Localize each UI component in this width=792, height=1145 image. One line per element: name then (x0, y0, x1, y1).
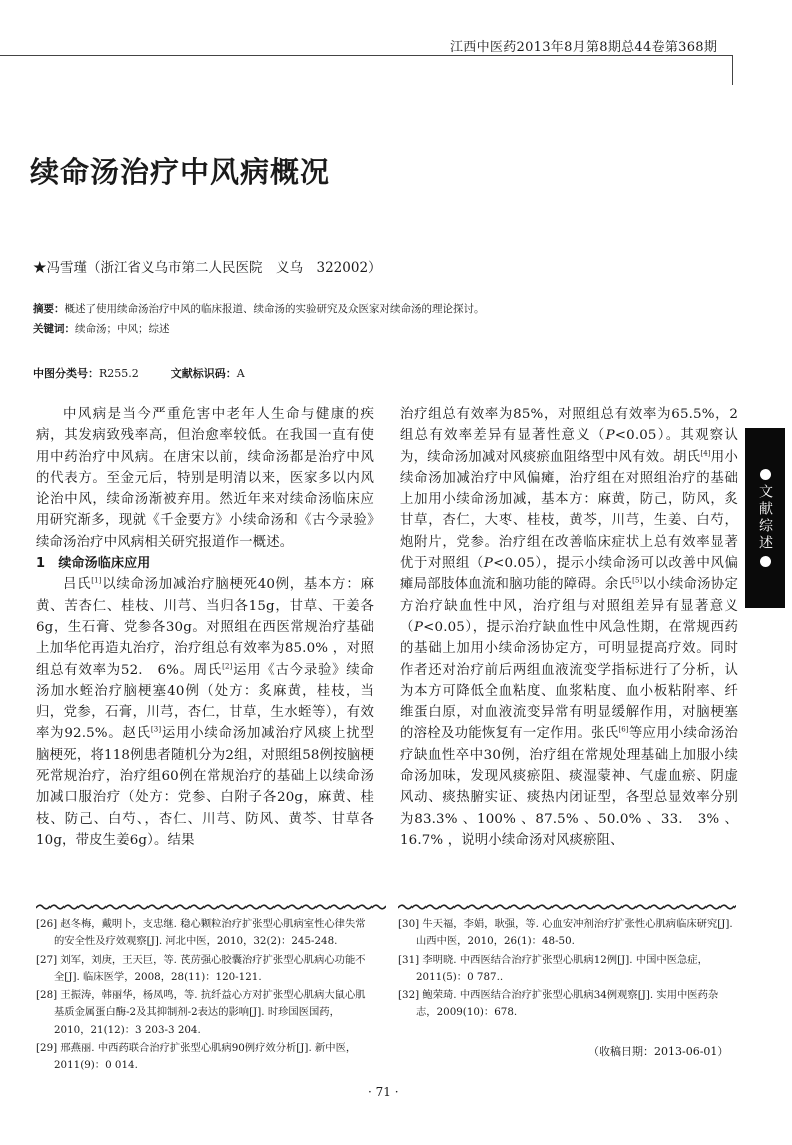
page-number: · 71 · (368, 1085, 399, 1099)
p-value-symbol: P (483, 556, 494, 572)
header-rule (0, 55, 733, 56)
side-tab-label: 文献综述 (757, 484, 773, 552)
text-run: 用小续命汤加减治疗中风偏瘫，治疗组在对照组治疗的基础上加用小续命汤加减，基本方：麻黄，防己，防风，炙甘草，杏仁，大枣、桂枝，黄芩，川芎，生姜、白芍，炮附片，党参。治疗组在改善临床症状上总有效率显著优于对照组（ (400, 449, 738, 572)
reference-item: [27] 刘军，刘庚，王天巨，等. 芪苈强心胶囊治疗扩张型心肌病心功能不全[J]. 临床医学，2008，28(11)：120-121. (36, 953, 366, 983)
references-right (398, 916, 734, 1023)
body-column-left (36, 404, 374, 851)
doc-code-label: 文献标识码： (170, 367, 237, 380)
clinical-paragraph (36, 574, 374, 851)
citation-3: [3] (150, 725, 162, 734)
decorative-wave-divider (36, 903, 386, 911)
running-header: 江西中医药2013年8月第8期总44卷第368期 (450, 40, 718, 55)
p-value-symbol: P (414, 619, 424, 635)
reference-item: [31] 李明晓. 中西医结合治疗扩张型心肌病12例[J]. 中国中医急症，2011(5)：0 787.. (398, 953, 708, 983)
header-rule-vertical (732, 55, 733, 85)
text-run: 运用《古今录验》续命汤加水蛭治疗脑梗塞40例（处方：炙麻黄，桂枝，当归，党参，石膏，川芎，杏仁，甘草，生水蛭等），有效率为92.5%。赵氏 (36, 662, 375, 742)
clc-value: R255.2 (99, 367, 139, 380)
text-run: 以小续命汤协定方治疗缺血性中风，治疗组与对照组差异有显著意义（ (400, 577, 738, 635)
text-run: 治疗组总有效率为85%，对照组总有效率为65.5%，2组总有效率差异有显著性意义（ (400, 407, 738, 444)
section-heading: 1 续命汤临床应用 (36, 556, 151, 572)
article-title: 续命汤治疗中风病概况 (30, 155, 331, 189)
text-run: 吕氏 (63, 577, 92, 593)
intro-paragraph: 中风病是当今严重危害中老年人生命与健康的疾病，其发病致残率高，但治愈率较低。在我国一直有使用中药治疗中风病。在唐宋以前，续命汤都是治疗中风的代表方。至金元后，特别是明清以来，医家多以内风论治中风，续命汤渐被弃用。然近年来对续命汤临床应用研究渐多，现就《千金要方》小续命汤和《古今录验》续命汤治疗中风病相关研究报道作一概述。 (36, 407, 374, 550)
citation-1: [1] (91, 576, 102, 585)
keywords-text: 续命汤；中风；综述 (75, 323, 170, 335)
reference-item: [26] 赵冬梅，戴明卜，支忠继. 稳心颗粒治疗扩张型心肌病室性心律失常的安全性及疗效观察[J]. 河北中医，2010，32(2)：245-248. (36, 918, 366, 948)
reference-item: [29] 邢燕丽. 中西药联合治疗扩张型心肌病90例疗效分析[J]. 新中医，2011(9)：0 014. (36, 1042, 357, 1072)
keywords-label: 关键词： (33, 323, 75, 335)
text-run: 等应用小续命汤治疗缺血性卒中30例，治疗组在常规处理基础上加服小续命汤加味，发现风痰瘀阻、痰湿蒙神、气虚血瘀、阴虚风动、痰热腑实证、痰热内闭证型，各型总显效率分别为83.3% 、100% 、87.5% 、50.0% 、33. 3% 、16.7% ，说明小续命汤对风痰瘀阻、 (400, 726, 739, 848)
references-left (36, 916, 372, 1076)
section-side-tab (745, 428, 785, 608)
continued-paragraph (400, 404, 738, 851)
bullet-dot-icon (760, 469, 771, 480)
body-column-right (400, 404, 738, 851)
text-run: 以续命汤加减治疗脑梗死40例，基本方：麻黄、苦杏仁、桂枝、川芎、当归各15g，甘草、干姜各6g，生石膏、党参各30g。对照组在西医常规治疗基础上加华佗再造丸治疗，治疗组总有效率为85.0% ，对照组总有效率为52. 6%。周氏 (36, 577, 374, 678)
text-run: <0.05）。其观察认为，续命汤加减对风痰瘀血阻络型中风有效。胡氏 (400, 428, 738, 465)
received-date: （收稿日期：2013-06-01） (588, 1045, 729, 1058)
citation-2: [2] (222, 662, 233, 671)
citation-5: [5] (632, 576, 643, 585)
abstract (33, 301, 485, 316)
text-run: <0.05），提示小续命汤可以改善中风偏瘫局部肢体血流和脑功能的障碍。余氏 (400, 556, 738, 593)
citation-4: [4] (700, 449, 711, 458)
reference-item: [32] 鲍荣琦. 中西医结合治疗扩张型心肌病34例观察[J]. 实用中医药杂志，2009(10)：678. (398, 989, 719, 1019)
abstract-label: 摘要： (33, 303, 65, 315)
clc-label: 中图分类号： (33, 367, 99, 380)
doc-code-value: A (236, 367, 245, 380)
classification-line (33, 365, 245, 381)
p-value-symbol: P (605, 428, 615, 444)
text-run: 运用小续命汤加减治疗风痰上扰型脑梗死，将118例患者随机分为2组，对照组58例按脑梗死常规治疗，治疗组60例在常规治疗的基础上以续命汤加减口服治疗（处方：党参、白附子各20g，麻黄、桂枝、防己、白芍、，杏仁、川芎、防风、黄芩、甘草各10g，带皮生姜6g）。结果 (36, 726, 374, 848)
decorative-wave-divider (398, 903, 736, 911)
abstract-text: 概述了使用续命汤治疗中风的临床报道、续命汤的实验研究及众医家对续命汤的理论探讨。 (64, 303, 485, 315)
text-run: <0.05），提示治疗缺血性中风急性期，在常规西药的基础上加用小续命汤协定方，可明显提高疗效。同时作者还对治疗前后两组血液流变学指标进行了分析，认为本方可降低全血粘度、血浆粘度、血小板粘附率、纤维蛋白原，对血液流变异常有明显缓解作用，对脑梗塞的溶栓及功能恢复有一定作用。张氏 (400, 619, 738, 742)
bullet-dot-icon (760, 556, 771, 567)
reference-item: [28] 王振涛，韩丽华，杨凤鸣，等. 抗纤益心方对扩张型心肌病大鼠心肌基质金属蛋白酶-2及其抑制剂-2表达的影响[J]. 时珍国医国药，2010，21(12)：3 203-3 204. (36, 989, 366, 1036)
keywords (33, 321, 170, 336)
author-affiliation: ★冯雪瑾（浙江省义乌市第二人民医院 义乌 322002） (33, 260, 382, 276)
citation-6: [6] (618, 725, 629, 734)
reference-item: [30] 牛天福，李娟，耿强，等. 心血安冲剂治疗扩张性心肌病临床研究[J]. 山西中医，2010，26(1)：48-50. (398, 918, 733, 948)
